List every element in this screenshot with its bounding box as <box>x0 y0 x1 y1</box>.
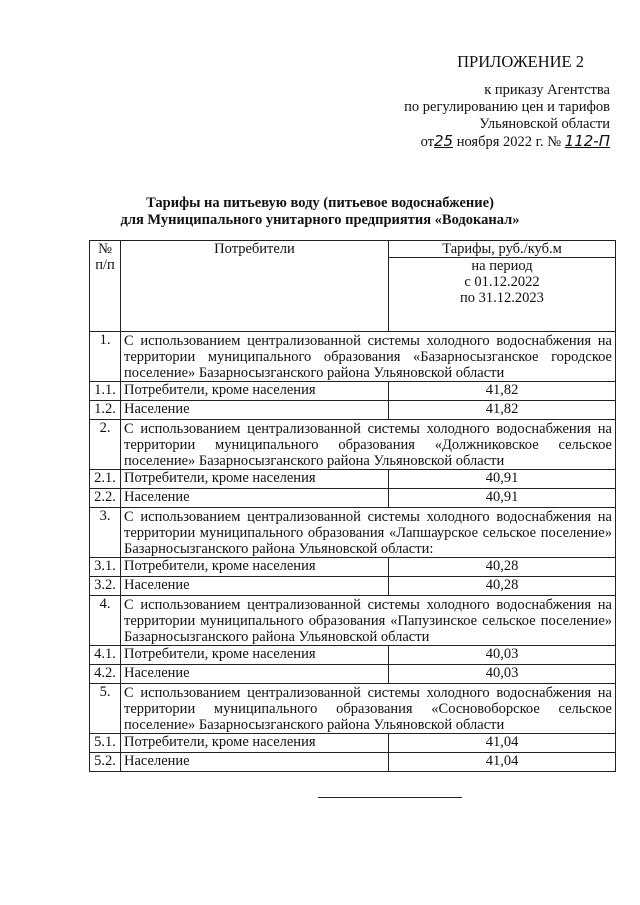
section-description: С использованием централизованной системы холодного водоснабжения на территории муниципального образования «Базарносызганское городское поселение» Базарносызганского района Ульяновской области <box>121 332 616 382</box>
section-number: 4. <box>90 596 121 646</box>
document-title <box>0 195 640 229</box>
closing-line <box>318 797 462 798</box>
table-row <box>90 401 616 420</box>
header-tariff-cell <box>389 241 616 332</box>
section-row <box>90 332 616 382</box>
section-description: С использованием централизованной системы холодного водоснабжения на территории муниципального образования «Лапшаурское сельское поселение» Базарносызганского района Ульяновской области: <box>121 508 616 558</box>
row-number: 5.2. <box>90 753 121 772</box>
row-tariff-value: 40,03 <box>389 665 616 684</box>
title-line-2: для Муниципального унитарного предприятия «Водоканал» <box>120 212 520 228</box>
row-tariff-value: 41,04 <box>389 753 616 772</box>
row-number: 2.1. <box>90 470 121 489</box>
row-number: 3.2. <box>90 577 121 596</box>
row-number: 5.1. <box>90 734 121 753</box>
row-number: 2.2. <box>90 489 121 508</box>
section-row <box>90 508 616 558</box>
section-description: С использованием централизованной системы холодного водоснабжения на территории муниципального образования «Должниковское сельское поселение» Базарносызганского района Ульяновской области <box>121 420 616 470</box>
section-number: 5. <box>90 684 121 734</box>
section-row <box>90 420 616 470</box>
date-day-handwritten: 25 <box>433 132 454 150</box>
table-row <box>90 470 616 489</box>
row-consumer: Население <box>121 753 389 772</box>
row-consumer: Потребители, кроме населения <box>121 470 389 489</box>
section-number: 3. <box>90 508 121 558</box>
section-number: 2. <box>90 420 121 470</box>
date-prefix: от <box>420 134 434 150</box>
table-row <box>90 665 616 684</box>
title-line-1: Тарифы на питьевую воду (питьевое водоснабжение) <box>146 195 494 211</box>
table-row <box>90 734 616 753</box>
row-number: 4.2. <box>90 665 121 684</box>
order-date-line <box>310 133 610 151</box>
row-consumer: Население <box>121 665 389 684</box>
order-reference <box>310 82 610 151</box>
table-row <box>90 558 616 577</box>
row-consumer: Население <box>121 401 389 420</box>
row-tariff-value: 40,91 <box>389 470 616 489</box>
header-num-cell <box>90 241 121 332</box>
header-num-sign: № <box>98 241 112 257</box>
row-tariff-value: 41,82 <box>389 401 616 420</box>
tariff-table <box>89 240 616 772</box>
section-description: С использованием централизованной системы холодного водоснабжения на территории муниципального образования «Папузинское сельское поселение» Базарносызганского района Ульяновской области <box>121 596 616 646</box>
order-line-1: к приказу Агентства <box>484 82 610 98</box>
row-tariff-value: 40,28 <box>389 558 616 577</box>
row-number: 1.2. <box>90 401 121 420</box>
table-row <box>90 382 616 401</box>
row-tariff-value: 40,03 <box>389 646 616 665</box>
section-description: С использованием централизованной системы холодного водоснабжения на территории муниципального образования «Сосновоборское сельское поселение» Базарносызганского района Ульяновской области <box>121 684 616 734</box>
order-line-3: Ульяновской области <box>479 116 610 132</box>
row-consumer: Потребители, кроме населения <box>121 382 389 401</box>
header-period: на период с 01.12.2022 по 31.12.2023 <box>460 258 544 306</box>
row-consumer: Потребители, кроме населения <box>121 646 389 665</box>
row-number: 4.1. <box>90 646 121 665</box>
row-consumer: Население <box>121 577 389 596</box>
row-number: 1.1. <box>90 382 121 401</box>
header-num-pp: п/п <box>95 257 115 273</box>
date-rest: ноября 2022 г. № <box>456 134 562 150</box>
table-row <box>90 489 616 508</box>
table-row <box>90 753 616 772</box>
section-row <box>90 684 616 734</box>
header-tariffs: Тарифы, руб./куб.м <box>389 241 615 258</box>
row-tariff-value: 40,28 <box>389 577 616 596</box>
table-row <box>90 646 616 665</box>
header-consumers: Потребители <box>121 241 389 332</box>
table-row <box>90 577 616 596</box>
row-number: 3.1. <box>90 558 121 577</box>
order-number-handwritten: 112-П <box>564 132 610 150</box>
row-tariff-value: 40,91 <box>389 489 616 508</box>
order-line-2: по регулированию цен и тарифов <box>404 99 610 115</box>
appendix-label: ПРИЛОЖЕНИЕ 2 <box>457 52 584 71</box>
section-number: 1. <box>90 332 121 382</box>
row-consumer: Население <box>121 489 389 508</box>
row-tariff-value: 41,04 <box>389 734 616 753</box>
row-consumer: Потребители, кроме населения <box>121 558 389 577</box>
row-consumer: Потребители, кроме населения <box>121 734 389 753</box>
row-tariff-value: 41,82 <box>389 382 616 401</box>
table-header-row <box>90 241 616 332</box>
section-row <box>90 596 616 646</box>
